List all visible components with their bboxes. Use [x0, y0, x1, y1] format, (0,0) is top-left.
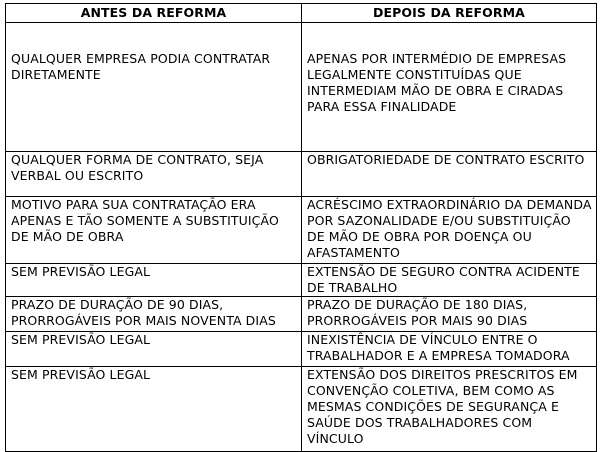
cell-after: EXTENSÃO DOS DIREITOS PRESCRITOS EM CONVENÇÃO COLETIVA, BEM COMO AS MESMAS CONDIÇÕES DE SEGURANÇA E SAÚDE DOS TRABALHADORES COM VÍNCULO — [302, 367, 597, 452]
cell-before: SEM PREVISÃO LEGAL — [6, 367, 302, 452]
cell-before: QUALQUER EMPRESA PODIA CONTRATAR DIRETAMENTE — [6, 23, 302, 152]
cell-after: APENAS POR INTERMÉDIO DE EMPRESAS LEGALMENTE CONSTITUÍDAS QUE INTERMEDIAM MÃO DE OBRA E CIRADAS PARA ESSA FINALIDADE — [302, 23, 597, 152]
table-body — [6, 23, 597, 452]
cell-after: OBRIGATORIEDADE DE CONTRATO ESCRITO — [302, 152, 597, 197]
cell-after: INEXISTÊNCIA DE VÍNCULO ENTRE O TRABALHADOR E A EMPRESA TOMADORA — [302, 332, 597, 367]
table-row — [6, 23, 597, 152]
cell-after: ACRÉSCIMO EXTRAORDINÁRIO DA DEMANDA POR SAZONALIDADE E/OU SUBSTITUIÇÃO DE MÃO DE OBRA POR DOENÇA OU AFASTAMENTO — [302, 197, 597, 264]
header-after-reform: DEPOIS DA REFORMA — [302, 4, 597, 23]
cell-before: SEM PREVISÃO LEGAL — [6, 264, 302, 297]
cell-after: EXTENSÃO DE SEGURO CONTRA ACIDENTE DE TRABALHO — [302, 264, 597, 297]
cell-before: MOTIVO PARA SUA CONTRATAÇÃO ERA APENAS E TÃO SOMENTE A SUBSTITUIÇÃO DE MÃO DE OBRA — [6, 197, 302, 264]
table-row — [6, 152, 597, 197]
table-header — [6, 4, 597, 23]
table-row — [6, 297, 597, 332]
cell-before: PRAZO DE DURAÇÃO DE 90 DIAS, PRORROGÁVEIS POR MAIS NOVENTA DIAS — [6, 297, 302, 332]
header-before-reform: ANTES DA REFORMA — [6, 4, 302, 23]
table-row — [6, 367, 597, 452]
comparison-table — [5, 3, 597, 452]
table-row — [6, 197, 597, 264]
cell-before: QUALQUER FORMA DE CONTRATO, SEJA VERBAL OU ESCRITO — [6, 152, 302, 197]
header-row — [6, 4, 597, 23]
cell-after: PRAZO DE DURAÇÃO DE 180 DIAS, PRORROGÁVEIS POR MAIS 90 DIAS — [302, 297, 597, 332]
cell-before: SEM PREVISÃO LEGAL — [6, 332, 302, 367]
table-row — [6, 332, 597, 367]
table-row — [6, 264, 597, 297]
